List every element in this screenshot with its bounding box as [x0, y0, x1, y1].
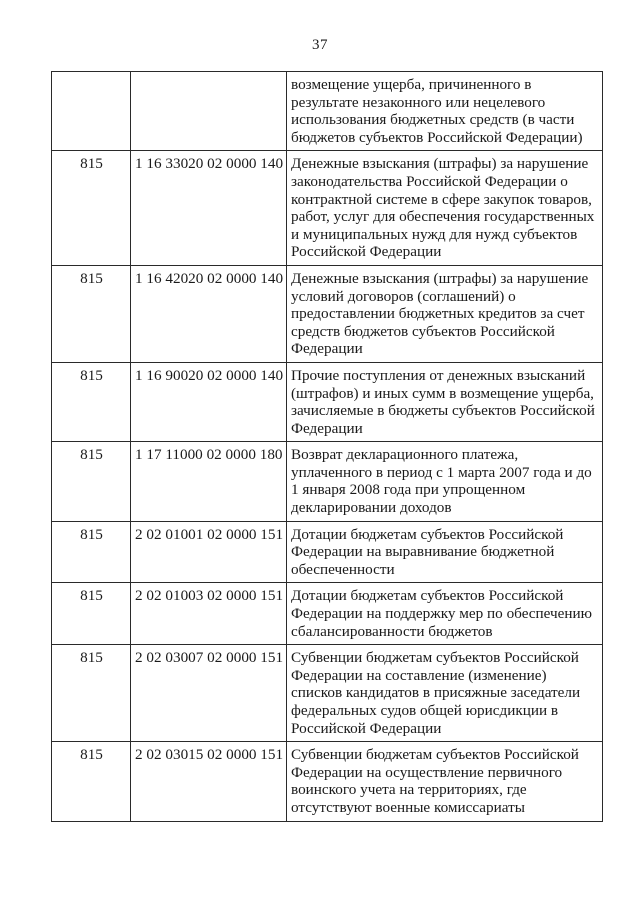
- budget-code-cell: 2 02 01003 02 0000 151: [131, 583, 287, 645]
- table-row: [52, 265, 603, 362]
- budget-code-cell: [131, 72, 287, 151]
- table-row: [52, 72, 603, 151]
- administrator-code-cell: 815: [52, 265, 131, 362]
- revenue-description-cell: Денежные взыскания (штрафы) за нарушение законодательства Российской Федерации о контрактной системе в сфере закупок товаров, работ, услуг для обеспечения государственных и муниципальных нужд для нужд субъектов Российской Федерации: [287, 151, 603, 266]
- revenue-description-cell: Возврат декларационного платежа, уплаченного в период с 1 марта 2007 года и до 1 января 2008 года при упрощенном декларировании доходов: [287, 442, 603, 521]
- revenue-description-cell: возмещение ущерба, причиненного в результате незаконного или нецелевого использования бюджетных средств (в части бюджетов субъектов Российской Федерации): [287, 72, 603, 151]
- administrator-code-cell: 815: [52, 151, 131, 266]
- revenue-description-cell: Субвенции бюджетам субъектов Российской Федерации на составление (изменение) списков кандидатов в присяжные заседатели федеральных судов общей юрисдикции в Российской Федерации: [287, 645, 603, 742]
- administrator-code-cell: 815: [52, 521, 131, 583]
- budget-classification-table: [51, 71, 603, 822]
- administrator-code-cell: 815: [52, 742, 131, 821]
- budget-code-cell: 1 16 42020 02 0000 140: [131, 265, 287, 362]
- revenue-description-cell: Прочие поступления от денежных взысканий (штрафов) и иных сумм в возмещение ущерба, зачисляемые в бюджеты субъектов Российской Федерации: [287, 362, 603, 441]
- table-row: [52, 742, 603, 821]
- administrator-code-cell: 815: [52, 362, 131, 441]
- revenue-description-cell: Дотации бюджетам субъектов Российской Федерации на выравнивание бюджетной обеспеченности: [287, 521, 603, 583]
- budget-code-cell: 1 17 11000 02 0000 180: [131, 442, 287, 521]
- revenue-description-cell: Денежные взыскания (штрафы) за нарушение условий договоров (соглашений) о предоставлении бюджетных кредитов за счет средств бюджетов субъектов Российской Федерации: [287, 265, 603, 362]
- table-row: [52, 583, 603, 645]
- table-row: [52, 645, 603, 742]
- budget-code-cell: 2 02 01001 02 0000 151: [131, 521, 287, 583]
- administrator-code-cell: 815: [52, 442, 131, 521]
- budget-code-cell: 2 02 03007 02 0000 151: [131, 645, 287, 742]
- table-row: [52, 362, 603, 441]
- table-row: [52, 442, 603, 521]
- administrator-code-cell: 815: [52, 645, 131, 742]
- budget-code-cell: 1 16 90020 02 0000 140: [131, 362, 287, 441]
- budget-code-cell: 2 02 03015 02 0000 151: [131, 742, 287, 821]
- table-row: [52, 521, 603, 583]
- table-row: [52, 151, 603, 266]
- budget-code-cell: 1 16 33020 02 0000 140: [131, 151, 287, 266]
- administrator-code-cell: [52, 72, 131, 151]
- revenue-description-cell: Дотации бюджетам субъектов Российской Федерации на поддержку мер по обеспечению сбалансированности бюджетов: [287, 583, 603, 645]
- page-number: 37: [312, 37, 328, 53]
- revenue-description-cell: Субвенции бюджетам субъектов Российской Федерации на осуществление первичного воинского учета на территориях, где отсутствуют военные комиссариаты: [287, 742, 603, 821]
- administrator-code-cell: 815: [52, 583, 131, 645]
